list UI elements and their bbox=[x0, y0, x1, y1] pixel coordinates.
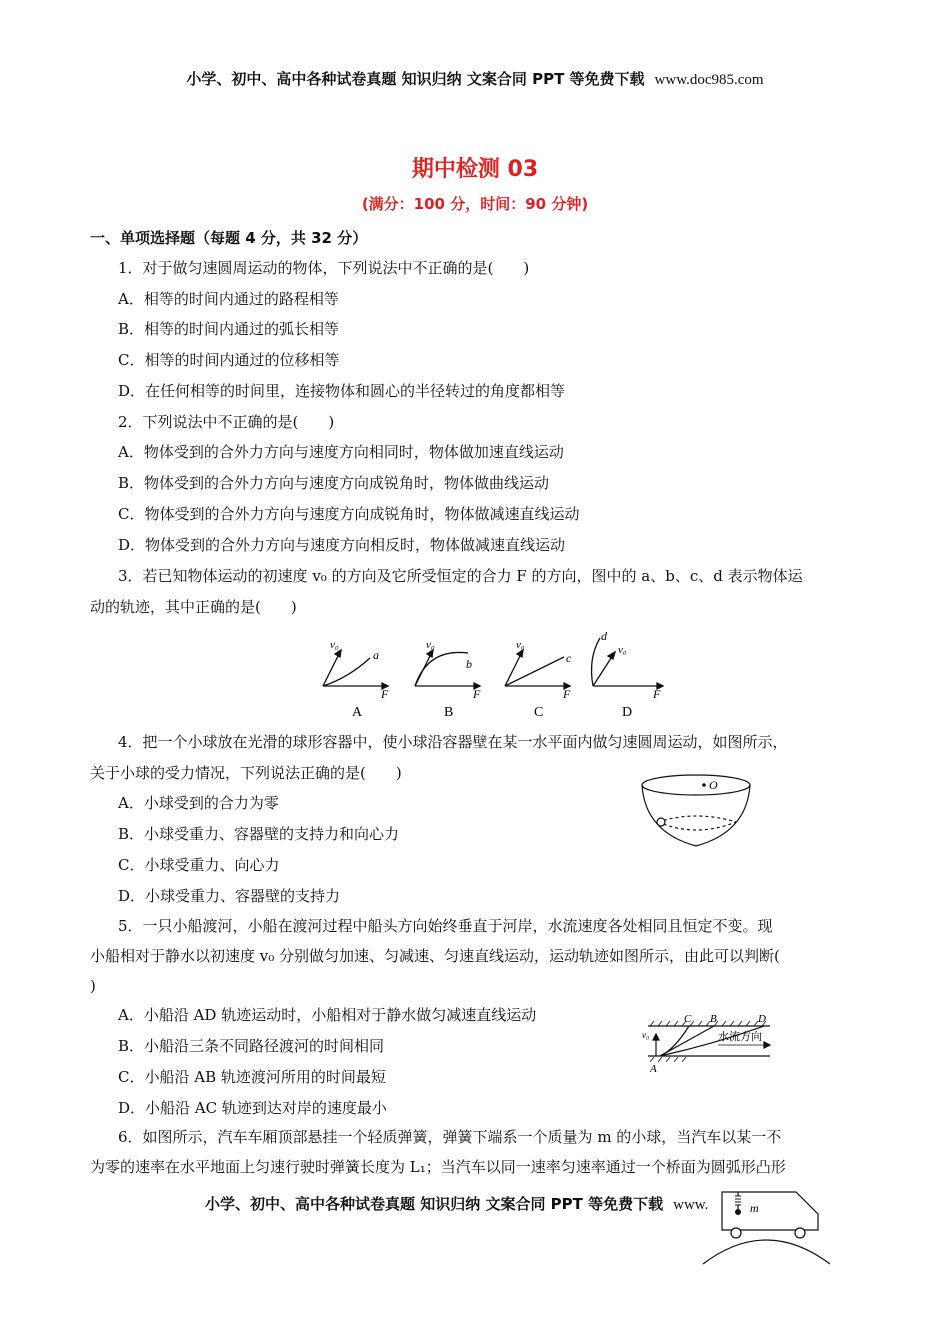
fig-b-v0: v₀ bbox=[426, 639, 435, 651]
river-label-d: D bbox=[758, 1013, 766, 1025]
river-flow-label: 水流方向 bbox=[718, 1031, 762, 1043]
q2-option-d: D．物体受到的合外力方向与速度方向相反时，物体做减速直线运动 bbox=[118, 536, 566, 554]
fig-d-F: F bbox=[653, 687, 661, 701]
q5-option-b: B．小船沿三条不同路径渡河的时间相同 bbox=[118, 1037, 385, 1055]
fig-d-v0: v₀ bbox=[618, 644, 627, 656]
river-v0: v₀ bbox=[642, 1030, 650, 1040]
page-footer bbox=[205, 1193, 725, 1214]
q2-stem: 2．下列说法中不正确的是( ) bbox=[118, 413, 335, 431]
figure-d bbox=[592, 638, 663, 689]
river-label-c: C bbox=[684, 1013, 692, 1025]
fig-b-label: B bbox=[444, 705, 454, 720]
fig-c-label: C bbox=[534, 705, 544, 720]
q4-option-c: C．小球受重力、向心力 bbox=[118, 856, 280, 874]
fig-a-curve: a bbox=[373, 648, 379, 662]
q4-stem-line1: 4．把一个小球放在光滑的球形容器中，使小球沿容器壁在某一水平面内做匀速圆周运动，如图所示， bbox=[118, 733, 788, 751]
q5-option-a: A．小船沿 AD 轨迹运动时，小船相对于静水做匀减速直线运动 bbox=[118, 1006, 537, 1024]
q3-stem-line2: 动的轨迹，其中正确的是( ) bbox=[90, 598, 297, 616]
fig-b-curve: b bbox=[466, 657, 472, 671]
q1-option-c: C．相等的时间内通过的位移相等 bbox=[118, 351, 340, 369]
q2-option-a: A．物体受到的合外力方向与速度方向相同时，物体做加速直线运动 bbox=[118, 443, 564, 461]
footer-url[interactable]: www. bbox=[673, 1197, 709, 1213]
page-subtitle: (满分：100 分，时间：90 分钟) bbox=[361, 195, 589, 213]
header-url[interactable]: www.doc985.com bbox=[654, 72, 764, 88]
q4-bowl-figure bbox=[640, 772, 760, 852]
car-mass-label: m bbox=[750, 1201, 759, 1215]
fig-a-v0: v₀ bbox=[330, 639, 339, 651]
q2-option-c: C．物体受到的合外力方向与速度方向成锐角时，物体做减速直线运动 bbox=[118, 505, 580, 523]
footer-text: 小学、初中、高中各种试卷真题 知识归纳 文案合同 PPT 等免费下载 bbox=[205, 1195, 664, 1213]
q6-stem-line2: 为零的速率在水平地面上匀速行驶时弹簧长度为 L₁；当汽车以同一速率匀速率通过一个桥面为圆弧形凸形 bbox=[90, 1158, 786, 1176]
q4-stem-line2: 关于小球的受力情况，下列说法正确的是( ) bbox=[90, 764, 402, 782]
fig-d-curve: d bbox=[601, 629, 607, 643]
q5-stem-line2: 小船相对于静水以初速度 v₀ 分别做匀加速、匀减速、匀速直线运动，运动轨迹如图所示，由此可以判断( bbox=[90, 947, 780, 965]
fig-b-F: F bbox=[473, 687, 481, 701]
section-heading: 一、单项选择题（每题 4 分，共 32 分） bbox=[90, 229, 368, 247]
figure-c bbox=[505, 650, 570, 689]
q5-stem-line1: 5．一只小船渡河，小船在渡河过程中船头方向始终垂直于河岸，水流速度各处相同且恒定不变。现 bbox=[118, 917, 773, 935]
q1-option-d: D．在任何相等的时间里，连接物体和圆心的半径转过的角度都相等 bbox=[118, 382, 566, 400]
q4-option-d: D．小球受重力、容器壁的支持力 bbox=[118, 887, 341, 905]
q5-option-d: D．小船沿 AC 轨迹到达对岸的速度最小 bbox=[118, 1099, 387, 1117]
fig-c-F: F bbox=[563, 687, 571, 701]
q4-option-a: A．小球受到的合力为零 bbox=[118, 794, 279, 812]
river-label-a: A bbox=[650, 1063, 657, 1075]
q6-car-figure bbox=[700, 1186, 835, 1266]
fig-d-label: D bbox=[622, 705, 633, 720]
q5-stem-line3: ) bbox=[90, 977, 96, 995]
q1-option-a: A．相等的时间内通过的路程相等 bbox=[118, 290, 339, 308]
fig-c-v0: v₀ bbox=[516, 639, 525, 651]
q3-trajectory-figure bbox=[318, 628, 668, 720]
fig-a-label: A bbox=[352, 705, 363, 720]
page-header bbox=[0, 68, 950, 89]
header-text: 小学、初中、高中各种试卷真题 知识归纳 文案合同 PPT 等免费下载 bbox=[186, 70, 645, 88]
q2-option-b: B．物体受到的合外力方向与速度方向成锐角时，物体做曲线运动 bbox=[118, 474, 550, 492]
q5-option-c: C．小船沿 AB 轨迹渡河所用的时间最短 bbox=[118, 1068, 386, 1086]
q1-stem: 1．对于做匀速圆周运动的物体，下列说法中不正确的是( ) bbox=[118, 259, 530, 277]
fig-a-F: F bbox=[381, 687, 389, 701]
page-title: 期中检测 03 bbox=[411, 157, 539, 182]
q6-stem-line1: 6．如图所示，汽车车厢顶部悬挂一个轻质弹簧，弹簧下端系一个质量为 m 的小球，当汽车以某一不 bbox=[118, 1128, 782, 1146]
q5-river-figure bbox=[644, 1012, 774, 1076]
fig-c-curve: c bbox=[566, 651, 572, 665]
q4-option-b: B．小球受重力、容器壁的支持力和向心力 bbox=[118, 825, 400, 843]
bowl-center-label: O bbox=[709, 778, 718, 792]
q3-stem-line1: 3．若已知物体运动的初速度 v₀ 的方向及它所受恒定的合力 F 的方向，图中的 a、b、c、d 表示物体运 bbox=[118, 567, 803, 585]
q1-option-b: B．相等的时间内通过的弧长相等 bbox=[118, 320, 340, 338]
river-label-b: B bbox=[710, 1013, 717, 1025]
